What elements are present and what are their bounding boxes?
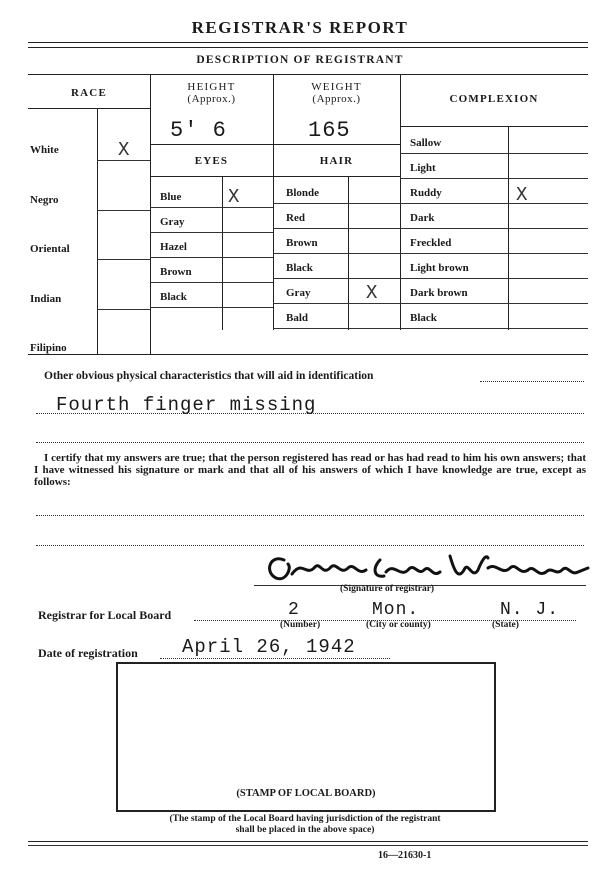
table-top-rule <box>28 74 588 75</box>
registrar-signature <box>262 546 592 586</box>
stamp-label: (STAMP OF LOCAL BOARD) <box>236 788 376 799</box>
complexion-row-rule <box>400 303 588 304</box>
eyes-label: Black <box>160 291 187 303</box>
hair-label: Black <box>286 262 313 274</box>
hair-row-rule <box>273 328 400 329</box>
complexion-header-rule <box>400 126 588 127</box>
race-label: Negro <box>30 193 59 206</box>
complexion-row-rule <box>400 278 588 279</box>
complexion-row-rule <box>400 203 588 204</box>
race-x-mark: X <box>118 139 130 161</box>
race-label: Filipino <box>30 342 67 354</box>
complexion-row-rule <box>400 178 588 179</box>
race-mark-rule <box>97 210 150 211</box>
form-title: REGISTRAR'S REPORT <box>191 18 409 37</box>
complexion-label: Dark brown <box>410 287 468 299</box>
hair-label: Brown <box>286 237 318 249</box>
characteristics-line-2 <box>36 442 584 443</box>
race-label: Oriental <box>30 243 70 255</box>
title-rule-2 <box>28 47 588 48</box>
form-subtitle: DESCRIPTION OF REGISTRANT <box>196 54 404 66</box>
height-header: HEIGHT <box>187 81 236 93</box>
eyes-row-rule <box>150 232 273 233</box>
complexion-label: Sallow <box>410 137 442 149</box>
title-rule-1 <box>28 42 588 43</box>
characteristics-value: Fourth finger missing <box>56 394 317 416</box>
complexion-label: Black <box>410 312 437 324</box>
race-header: RACE <box>71 87 107 99</box>
weight-value: 165 <box>308 118 351 143</box>
certification-text: I certify that my answers are true; that the person registered has read or has had read to him his own answers; that I have witnessed his signature or mark and that all of his answers of which I have knowledge are true, except as follows: <box>34 452 586 488</box>
characteristics-label: Other obvious physical characteristics that will aid in identification <box>44 370 374 382</box>
bottom-rule-1 <box>28 841 588 842</box>
hair-label: Blonde <box>286 187 320 199</box>
race-mark-rule <box>97 309 150 310</box>
race-label: White <box>30 144 59 156</box>
hair-label: Red <box>286 212 305 224</box>
complexion-row-rule <box>400 153 588 154</box>
col-divider-height <box>273 74 274 330</box>
registrar-board-label: Registrar for Local Board <box>38 608 172 622</box>
hair-row-rule <box>273 228 400 229</box>
signature-caption: (Signature of registrar) <box>340 584 435 594</box>
hair-row-rule <box>273 278 400 279</box>
complexion-row-rule <box>400 228 588 229</box>
complexion-label: Dark <box>410 212 435 224</box>
height-value-rule <box>150 144 400 145</box>
race-label: Indian <box>30 292 62 305</box>
board-county-value: Mon. <box>372 600 420 620</box>
date-line <box>160 658 390 659</box>
race-mark-divider <box>97 108 98 354</box>
characteristics-label-leader <box>480 381 584 382</box>
state-caption: (State) <box>492 620 519 630</box>
hair-label: Gray <box>286 287 311 299</box>
col-divider-race <box>150 74 151 354</box>
weight-header: WEIGHT <box>311 81 362 93</box>
complexion-label: Light brown <box>410 262 469 274</box>
eyes-row-rule <box>150 307 273 308</box>
hair-row-rule <box>273 303 400 304</box>
complexion-header: COMPLEXION <box>449 93 539 105</box>
stamp-note-1: (The stamp of the Local Board having jurisdiction of the registrant <box>169 814 441 824</box>
date-label: Date of registration <box>38 646 138 660</box>
eyes-x-mark: X <box>228 186 240 208</box>
signature-drawing <box>262 546 592 586</box>
stamp-note-2: shall be placed in the above space) <box>235 825 375 835</box>
number-caption: (Number) <box>280 620 321 630</box>
board-state-value: N. J. <box>500 600 560 620</box>
weight-subheader: (Approx.) <box>312 93 361 105</box>
height-subheader: (Approx.) <box>187 93 236 105</box>
eyes-row-rule <box>150 207 273 208</box>
eyes-label: Blue <box>160 191 182 203</box>
form-number: 16—21630-1 <box>378 850 432 861</box>
eyes-label: Hazel <box>160 241 187 253</box>
race-header-rule <box>28 108 150 109</box>
eyes-label: Gray <box>160 216 185 228</box>
hair-header: HAIR <box>319 155 354 167</box>
complexion-label: Ruddy <box>410 187 442 199</box>
hair-row-rule <box>273 253 400 254</box>
col-divider-weight <box>400 74 401 330</box>
county-caption: (City or county) <box>366 620 431 630</box>
complexion-label: Freckled <box>410 237 452 249</box>
date-value: April 26, 1942 <box>182 636 356 658</box>
stamp-box <box>116 662 496 812</box>
complexion-x-mark: X <box>516 184 528 206</box>
race-mark-rule <box>97 259 150 260</box>
hair-x-mark: X <box>366 282 378 304</box>
eyes-row-rule <box>150 282 273 283</box>
hair-label: Bald <box>286 312 309 324</box>
hair-row-rule <box>273 203 400 204</box>
eyes-header: EYES <box>194 155 229 167</box>
complexion-row-rule <box>400 253 588 254</box>
complexion-row-rule <box>400 328 588 329</box>
eyes-label: Brown <box>160 266 192 278</box>
eyes-row-rule <box>150 257 273 258</box>
table-bottom-rule <box>28 354 588 355</box>
height-value: 5' 6 <box>170 118 227 143</box>
exceptions-line-1 <box>36 515 584 516</box>
board-number-value: 2 <box>288 600 300 620</box>
bottom-rule-2 <box>28 845 588 846</box>
complexion-label: Light <box>410 162 436 174</box>
eyes-hair-header-rule <box>150 176 400 177</box>
